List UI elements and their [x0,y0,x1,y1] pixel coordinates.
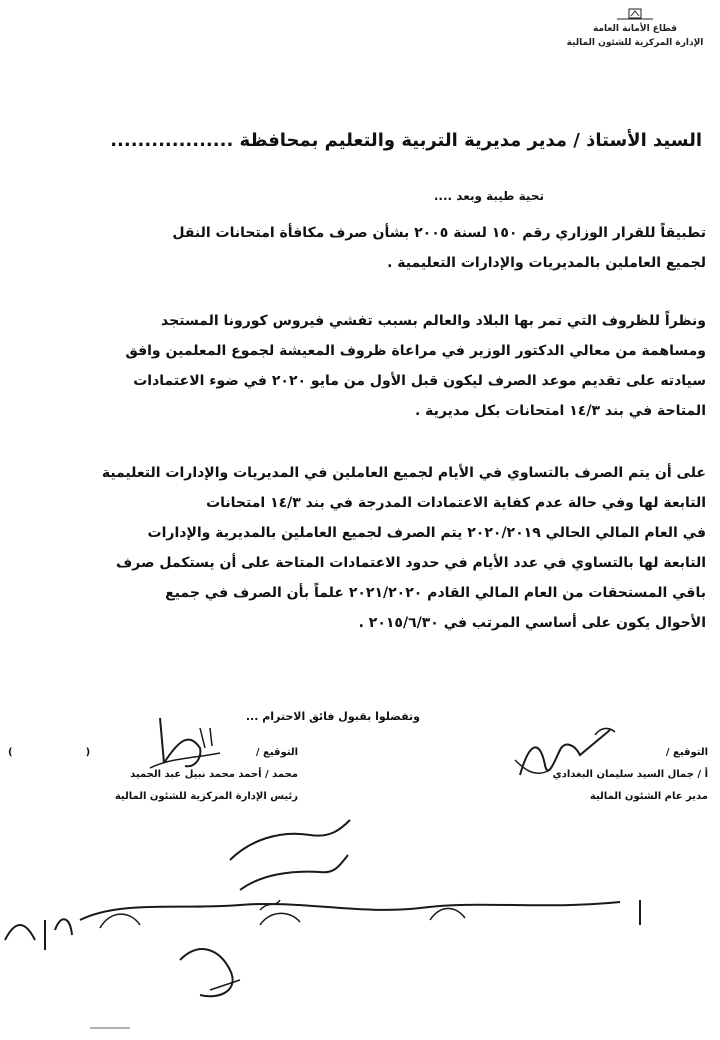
signature-label-row [8,742,298,764]
footer-rule-icon [90,1024,130,1032]
letterhead-sector: قطاع الأمانة العامة [593,24,677,34]
letterhead-department: الإدارة المركزية للشئون المالية [566,38,704,48]
paragraph-line: في العام المالي الحالي ٢٠٢٠/٢٠١٩ يتم الصرف لجميع العاملين بالمديرية والإدارات [147,525,706,541]
signature-block-right [488,742,708,808]
paragraph-line: تطبيقاً للقرار الوزاري رقم ١٥٠ لسنة ٢٠٠٥ بشأن صرف مكافأة امتحانات النقل [172,225,706,241]
paragraph-line: ومساهمة من معالي الدكتور الوزير في مراعاة ظروف المعيشة لجموع المعلمين وافق [125,343,706,359]
signatory-name: أ / جمال السيد سليمان البغدادي [552,769,708,780]
paragraph-line: التابعة لها بالتساوي في عدد الأيام في حدود الاعتمادات المتاحة على أن يستكمل صرف [116,555,706,571]
closing-line: وتفضلوا بقبول فائق الاحترام ... [245,710,420,723]
paragraph-line: ونظراً للظروف التي تمر بها البلاد والعالم بسبب تفشي فيروس كورونا المستجد [161,313,706,329]
letterhead [560,8,710,50]
handwritten-referral-scribble [0,880,720,1030]
paragraph-line: على أن يتم الصرف بالتساوي في الأيام لجميع العاملين في المديريات والإدارات التعليمية [101,465,706,481]
signature-block-left [8,742,298,808]
signatory-name: محمد / أحمد محمد نبيل عبد الحميد [130,769,298,780]
paragraph-line: الأحوال يكون على أساسي المرتب في ٢٠١٥/٦/٣٠ . [358,615,706,631]
signature-bracket: ( ) [8,747,91,758]
paragraph-line: لجميع العاملين بالمديريات والإدارات التعليمية . [387,255,706,271]
paragraph-line: التابعة لها وفي حالة عدم كفاية الاعتمادات المدرجة في بند ١٤/٣ امتحانات [206,495,706,511]
paragraph-circumstances [18,306,706,426]
signatory-title: مدير عام الشئون المالية [589,791,708,802]
signature-label: التوقيع / [255,747,298,758]
paragraph-line: باقي المستحقات من العام المالي القادم ٢٠٢١/٢٠٢٠ علماً بأن الصرف في جميع [165,585,706,601]
signature-label: التوقيع / [665,747,708,758]
paragraph-decision [18,218,706,278]
addressee: السيد الأستاذ / مدير مديرية التربية والتعليم بمحافظة .................. [110,130,702,151]
paragraph-line: سيادته على تقديم موعد الصرف ليكون قبل الأول من مايو ٢٠٢٠ في ضوء الاعتمادات [133,373,706,389]
greeting: تحية طيبة وبعد .... [433,189,544,203]
footer-mark [90,1024,130,1034]
paragraph-conditions [18,458,706,638]
emblem-icon [615,8,655,20]
signatory-title: رئيس الإدارة المركزية للشئون المالية [114,791,298,802]
paragraph-line: المتاحة في بند ١٤/٣ امتحانات بكل مديرية . [414,403,706,419]
